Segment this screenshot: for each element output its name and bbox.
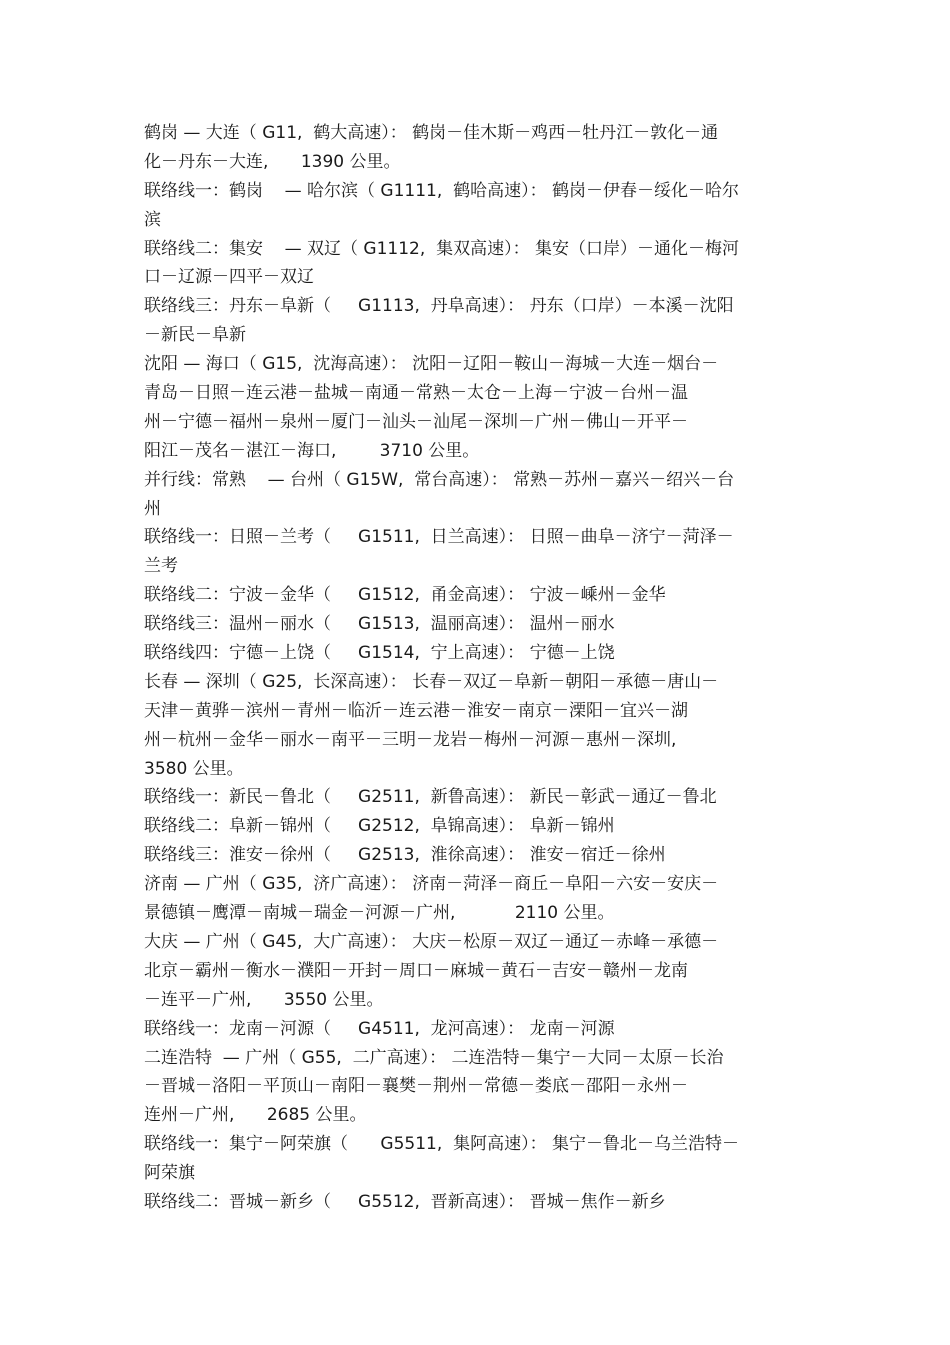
text-line: 州－杭州－金华－丽水－南平－三明－龙岩－梅州－河源－惠州－深圳, bbox=[144, 729, 677, 750]
text-line: 青岛－日照－连云港－盐城－南通－常熟－太仓－上海－宁波－台州－温 bbox=[144, 383, 688, 404]
text-line: 兰考 bbox=[144, 556, 178, 577]
text-line: 联络线一：集宁－阿荣旗（ G5511, 集阿高速）： 集宁－鲁北－乌兰浩特－ bbox=[144, 1134, 739, 1155]
text-line: 北京－霸州－衡水－濮阳－开封－周口－麻城－黄石－吉安－赣州－龙南 bbox=[144, 960, 688, 981]
text-line: 沈阳 — 海口（ G15, 沈海高速）： 沈阳－辽阳－鞍山－海城－大连－烟台－ bbox=[144, 354, 719, 375]
text-line: 长春 — 深圳（ G25, 长深高速）： 长春－双辽－阜新－朝阳－承德－唐山－ bbox=[144, 671, 719, 692]
text-line: 联络线一：鹤岗 — 哈尔滨（ G1111, 鹤哈高速）： 鹤岗－伊春－绥化－哈尔 bbox=[144, 180, 739, 201]
text-line: 鹤岗 — 大连（ G11, 鹤大高速）： 鹤岗－佳木斯－鸡西－牡丹江－敦化－通 bbox=[144, 123, 719, 143]
text-line: 天津－黄骅－滨州－青州－临沂－连云港－淮安－南京－溧阳－宜兴－湖 bbox=[144, 700, 688, 721]
highway-list-text bbox=[144, 119, 774, 1217]
text-line: 州 bbox=[144, 498, 161, 519]
text-line: 联络线二：阜新－锦州（ G2512, 阜锦高速）： 阜新－锦州 bbox=[144, 816, 615, 837]
text-line: －晋城－洛阳－平顶山－南阳－襄樊－荆州－常德－娄底－邵阳－永州－ bbox=[144, 1076, 688, 1097]
text-line: 联络线二：宁波－金华（ G1512, 甬金高速）： 宁波－嵊州－金华 bbox=[144, 585, 666, 606]
text-line: 联络线四：宁德－上饶（ G1514, 宁上高速）： 宁德－上饶 bbox=[144, 643, 615, 664]
text-line: 二连浩特 — 广州（ G55, 二广高速）： 二连浩特－集宁－大同－太原－长治 bbox=[144, 1047, 724, 1068]
text-line: 联络线二：集安 — 双辽（ G1112, 集双高速）： 集安（口岸）－通化－梅河 bbox=[144, 238, 739, 259]
text-line: 联络线二：晋城－新乡（ G5512, 晋新高速）： 晋城－焦作－新乡 bbox=[144, 1191, 666, 1212]
text-line: 州－宁德－福州－泉州－厦门－汕头－汕尾－深圳－广州－佛山－开平－ bbox=[144, 411, 688, 432]
text-line: 联络线三：淮安－徐州（ G2513, 淮徐高速）： 淮安－宿迁－徐州 bbox=[144, 845, 666, 866]
text-line: －连平－广州, 3550 公里。 bbox=[144, 989, 384, 1010]
text-line: 滨 bbox=[144, 209, 161, 230]
text-line: 联络线三：温州－丽水（ G1513, 温丽高速）： 温州－丽水 bbox=[144, 614, 615, 635]
text-line: 大庆 — 广州（ G45, 大广高速）： 大庆－松原－双辽－通辽－赤峰－承德－ bbox=[144, 931, 719, 952]
text-line: 联络线一：新民－鲁北（ G2511, 新鲁高速）： 新民－彰武－通辽－鲁北 bbox=[144, 787, 717, 808]
text-line: 阳江－茂名－湛江－海口, 3710 公里。 bbox=[144, 440, 480, 461]
text-line: －新民－阜新 bbox=[144, 325, 246, 346]
text-line: 济南 — 广州（ G35, 济广高速）： 济南－菏泽－商丘－阜阳－六安－安庆－ bbox=[144, 874, 719, 895]
text-line: 口－辽源－四平－双辽 bbox=[144, 267, 314, 288]
text-line: 并行线：常熟 — 台州（ G15W, 常台高速）： 常熟－苏州－嘉兴－绍兴－台 bbox=[144, 469, 735, 490]
text-line: 化－丹东－大连, 1390 公里。 bbox=[144, 151, 401, 172]
text-line: 连州－广州, 2685 公里。 bbox=[144, 1105, 367, 1126]
text-line: 3580 公里。 bbox=[144, 758, 244, 779]
text-line: 联络线一：日照－兰考（ G1511, 日兰高速）： 日照－曲阜－济宁－菏泽－ bbox=[144, 527, 734, 548]
text-line: 联络线一：龙南－河源（ G4511, 龙河高速）： 龙南－河源 bbox=[144, 1018, 615, 1039]
text-line: 联络线三：丹东－阜新（ G1113, 丹阜高速）： 丹东（口岸）－本溪－沈阳 bbox=[144, 296, 734, 317]
text-line: 景德镇－鹰潭－南城－瑞金－河源－广州, 2110 公里。 bbox=[144, 903, 615, 924]
text-line: 阿荣旗 bbox=[144, 1163, 195, 1184]
